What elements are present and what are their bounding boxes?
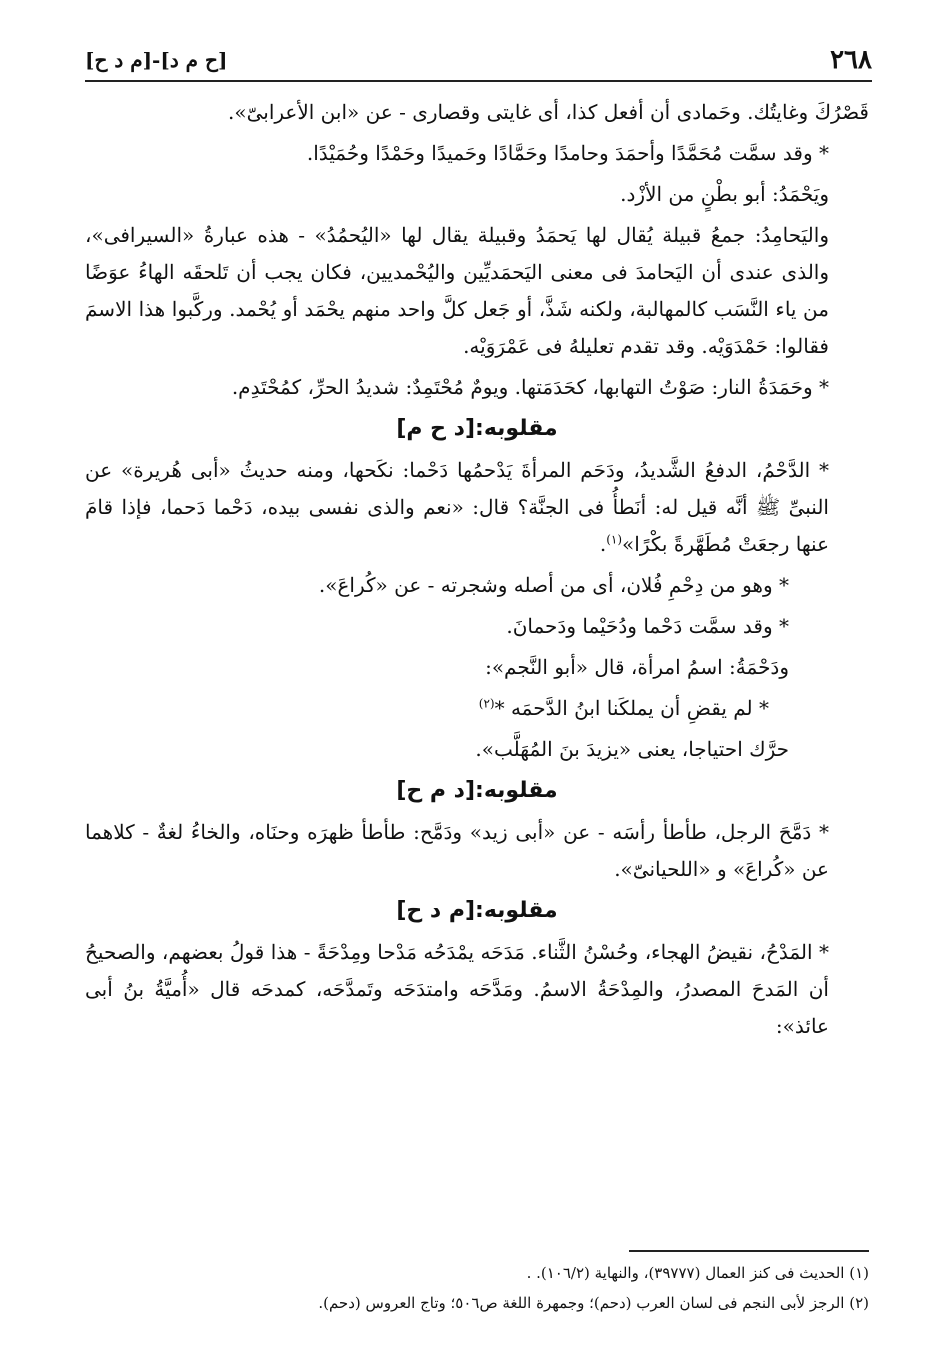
paragraph-9: ودَحْمَةُ: اسمُ امرأة، قال «أبو النَّجم»: — [485, 655, 789, 679]
page-number: ٢٦٨ — [830, 45, 872, 75]
paragraph-8: * وقد سمَّت دَحْما ودُحَيْما ودَحمانَ. — [506, 614, 789, 638]
paragraph-2: * وقد سمَّت مُحَمَّدًا وأحمَدَ وحامدًا وحَمَّادًا وحَميدًا وحَمْدًا وحُمَيْدًا. — [306, 141, 829, 165]
footnote-2: (٢) الرجز لأبى النجم فى لسان العرب (دحم)؛ وجمهرة اللغة ص٥٠٦؛ وتاج العروس (دحم). — [318, 1294, 869, 1312]
footnotes — [85, 1250, 869, 1318]
paragraph-3: ويَحْمَدُ: أبو بطْنٍ من الأزْد. — [620, 182, 829, 206]
paragraph-5: * وحَمَدَةُ النار: صَوْتُ التهابها، كحَدَمَتها. ويومٌ مُحْتَمِدٌ: شديدُ الحرِّ، كمُحْتَدِم. — [231, 375, 829, 399]
footnote-divider — [629, 1250, 869, 1252]
verse-line — [85, 690, 869, 727]
section-heading-dhm: مقلوبه:[د ح م] — [396, 416, 558, 441]
running-head: [ح م د]-[م د ح] — [85, 48, 228, 72]
footnote-ref-2[interactable]: (٢) — [478, 696, 495, 711]
verse-text: * لم يقضِ أن يملكَنا ابنُ الدَّحمَه * — [494, 696, 769, 720]
section-heading-mdh: مقلوبه:[م د ح] — [396, 898, 558, 923]
paragraph-6-text: * الدَّحْمُ، الدفعُ الشَّديدُ، ودَحَم المرأةَ يَدْحمُها دَحْما: نكَحها، ومنه حديثُ «أبى هُريرة» عن النبىِّ ﷺ أنَّه قيل له: أنَطأُ فى الجنَّة؟ قال: «نعم والذى نفسى بيده، دَحْما دَحما، فإذا قامَ عنها رجعَتْ مُطَهَّرةً بكْرًا» — [85, 458, 829, 556]
paragraph-11: * دَمَّحَ الرجل، طأطأ رأسَه - عن «أبى زيد» ودَمَّح: طأطأ ظهرَه وحنَاه، والخاءُ لغةٌ - كلاهما عن «كُراعَ» و «اللحيانىّ». — [85, 820, 829, 881]
footnote-1: (١) الحديث فى كنز العمال (٣٩٧٧٧)، والنهاية (١٠٦/٢). . — [526, 1264, 869, 1282]
footnote-ref-1[interactable]: (١) — [606, 532, 623, 547]
main-text — [85, 94, 869, 1049]
paragraph-4: واليَحامِدُ: جمعُ قبيلة يُقال لها يَحمَدُ وقبيلة يقال لها «اليُحمُدُ» - هذه عبارةُ «السيرافى»، والذى عندى أن اليَحامدَ فى معنى اليَحمَديِّين واليُحْمديين، فكان يجب أن تَلحقَه الهاءُ عوَضًا من ياء النَّسَب كالمهالبة، ولكنه شَذَّ، أو جَعل كلَّ واحد منهم يحْمَد أو يُحْمد. وركَّبوا هذا الاسمَ فقالوا: حَمْدَوَيْه. وقد تقدم تعليلهُ فى عَمْرَوَيْه. — [85, 223, 830, 358]
paragraph-10: حرَّك احتياجا، يعنى «يزيدَ بنَ المُهَلَّب». — [475, 737, 789, 761]
paragraph-1: قَصْرُكَ وغايتُك. وحَمادى أن أفعل كذا، أى غايتى وقصارى - عن «ابن الأعرابىّ». — [228, 100, 869, 124]
paragraph-7: * وهو من دِحْمِ فُلان، أى من أصله وشجرته - عن «كُراعَ». — [318, 573, 789, 597]
paragraph-6 — [85, 452, 869, 563]
section-heading-dmh: مقلوبه:[د م ح] — [396, 778, 558, 803]
page-header — [85, 40, 872, 82]
paragraph-6-end: . — [599, 532, 607, 556]
paragraph-12: * المَدْحُ، نقيضُ الهجاء، وحُسْنُ الثَّناء. مَدَحَه يمْدَحُه مَدْحا ومِدْحَةً - هذا قولُ بعضهم، والصحيحُ أن المَدحَ المصدرُ، والمِدْحَةُ الاسمُ. ومَدَّحَه وامتدَحَه وتَمدَّحَه، كمدحَه قال «أُميَّةُ بنُ أبى عائذ»: — [85, 940, 829, 1038]
